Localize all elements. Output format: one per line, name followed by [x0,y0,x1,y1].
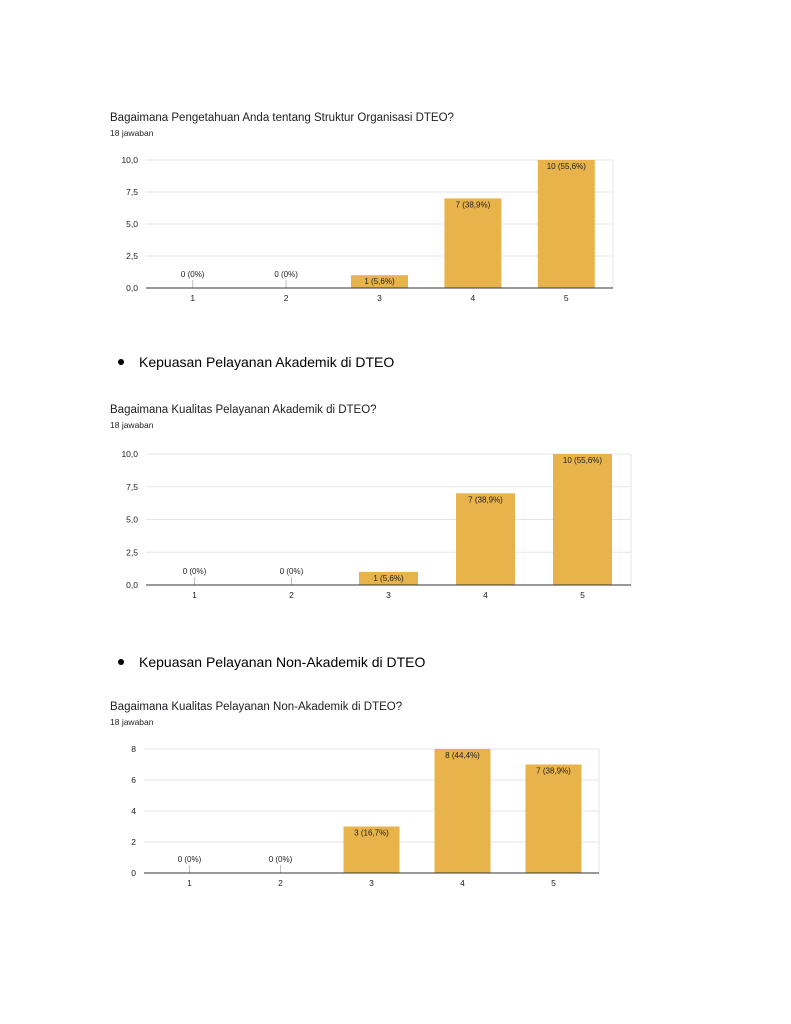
x-tick-label-5: 5 [563,293,569,303]
data-label-3: 1 (5,6%) [373,573,404,583]
data-label-1: 0 (0%) [180,270,205,279]
x-tick-label-1: 1 [187,878,192,888]
bar-5 [526,765,582,874]
x-tick-label-4: 4 [460,878,465,888]
y-tick-label: 0 [131,868,136,878]
x-tick-label-4: 4 [470,293,476,303]
data-label-3: 1 (5,6%) [364,277,395,287]
chart-2-responses: 18 jawaban [110,420,154,430]
x-tick-label-3: 3 [369,878,374,888]
chart-3-title: Bagaimana Kualitas Pelayanan Non-Akademik di DTEO? [110,701,403,713]
y-tick-label: 10,0 [121,449,138,459]
y-tick-label: 2,5 [126,547,138,558]
chart-2-title: Bagaimana Kualitas Pelayanan Akademik di DTEO? [110,404,377,416]
y-tick-label: 7,5 [126,187,138,197]
y-tick-label: 7,5 [126,481,138,492]
chart-1-title: Bagaimana Pengetahuan Anda tentang Struktur Organisasi DTEO? [110,112,454,124]
chart-3-responses: 18 jawaban [110,717,154,727]
data-label-1: 0 (0%) [177,855,202,864]
y-tick-label: 0,0 [126,580,138,590]
chart-1-responses: 18 jawaban [110,128,154,138]
y-tick-label: 2 [131,837,136,847]
data-label-1: 0 (0%) [182,567,207,576]
y-tick-label: 5,0 [126,514,138,525]
x-tick-label-2: 2 [289,590,294,600]
data-label-3: 3 (16,7%) [354,828,389,838]
x-tick-label-3: 3 [377,293,382,303]
data-label-5: 10 (55,6%) [562,456,603,465]
data-label-5: 10 (55,6%) [546,162,586,171]
data-label-4: 7 (38,9%) [468,495,503,505]
x-tick-label-1: 1 [192,590,197,600]
data-label-5: 7 (38,9%) [536,766,571,776]
data-label-4: 8 (44,4%) [445,751,480,760]
y-tick-label: 5,0 [126,219,138,229]
y-tick-label: 10,0 [121,155,138,165]
data-label-2: 0 (0%) [274,270,298,279]
y-tick-label: 8 [131,744,136,754]
x-tick-label-1: 1 [190,293,196,303]
x-tick-label-5: 5 [580,590,585,600]
y-tick-label: 4 [131,806,136,816]
y-tick-label: 2,5 [126,251,138,261]
y-tick-label: 0,0 [126,283,138,293]
x-tick-label-5: 5 [551,878,556,888]
data-label-2: 0 (0%) [279,567,304,576]
x-tick-label-3: 3 [386,590,391,600]
y-tick-label: 6 [131,775,136,785]
bullet-text: Kepuasan Pelayanan Akademik di DTEO [139,354,395,370]
bullet-text: Kepuasan Pelayanan Non-Akademik di DTEO [139,654,426,670]
data-label-4: 7 (38,9%) [455,200,491,210]
x-tick-label-2: 2 [283,293,289,303]
x-tick-label-4: 4 [483,590,488,600]
data-label-2: 0 (0%) [268,855,293,864]
bar-4 [435,749,491,873]
x-tick-label-2: 2 [278,878,283,888]
